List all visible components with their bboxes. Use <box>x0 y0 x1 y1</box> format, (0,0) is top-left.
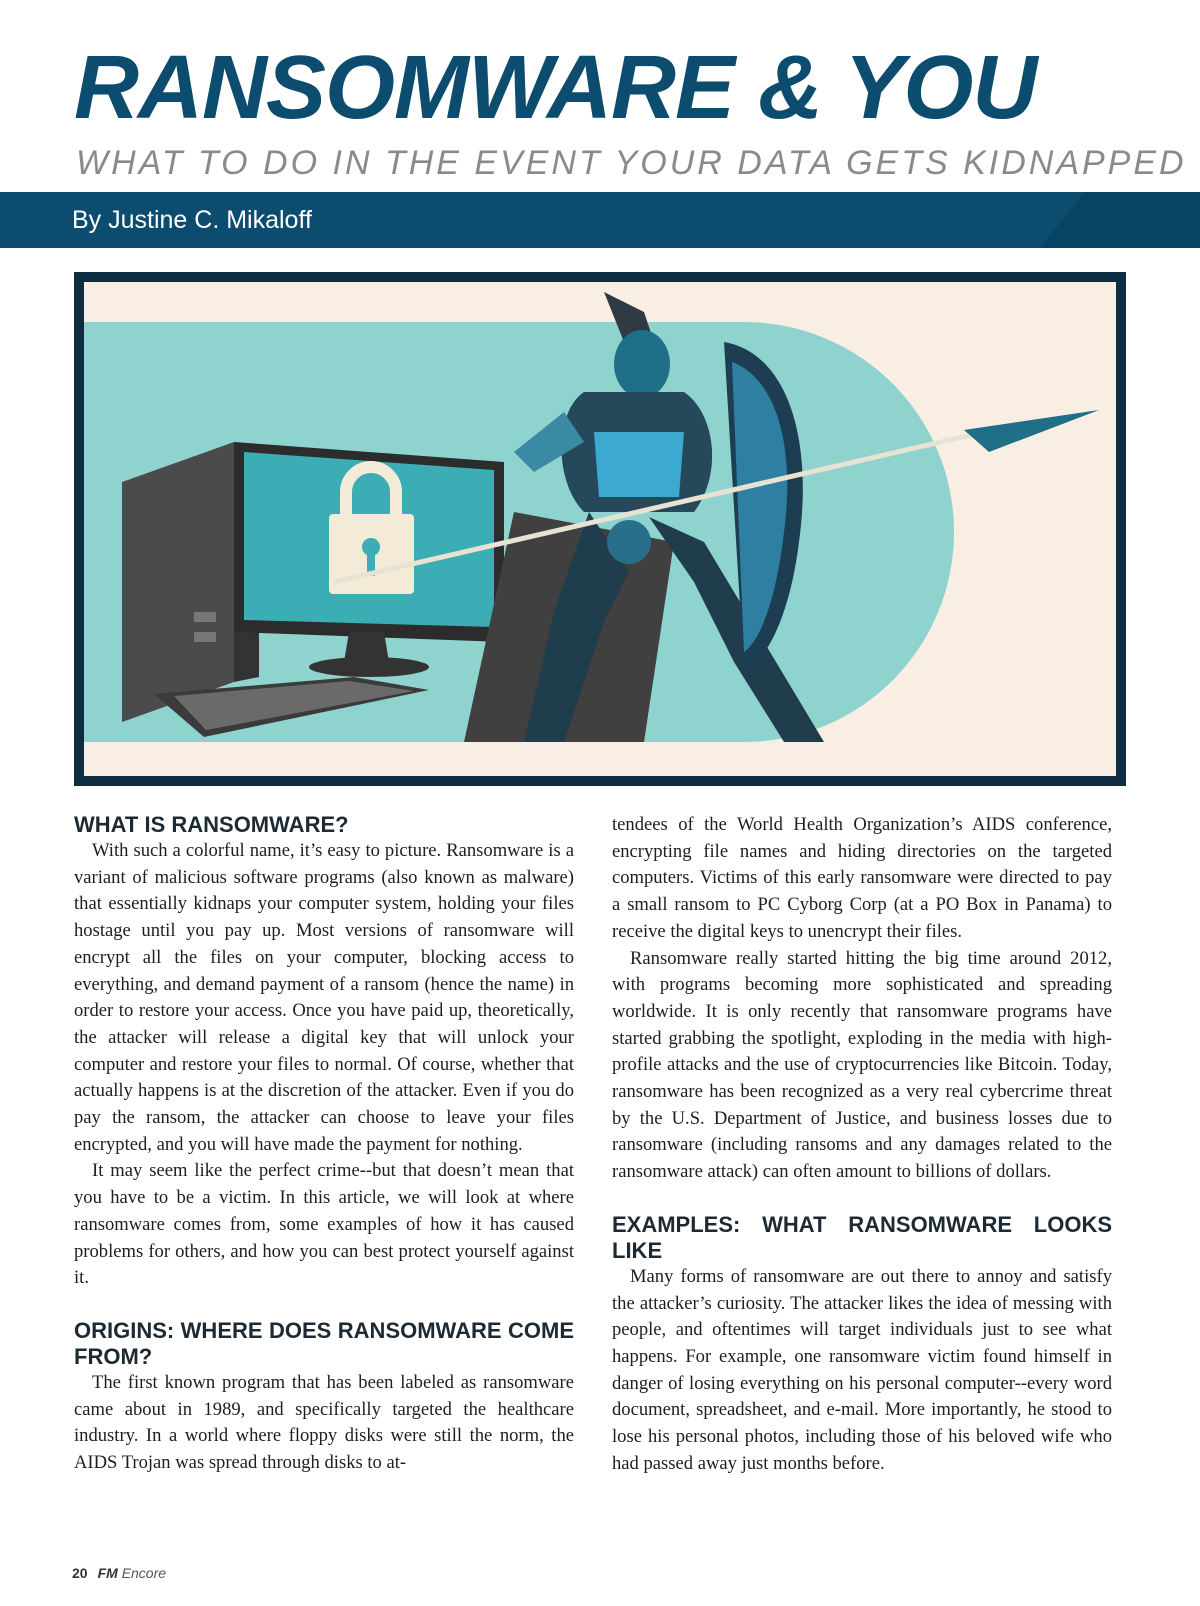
section-heading-what-is: WHAT IS RANSOMWARE? <box>74 812 349 837</box>
paragraph-continued: tendees of the World Health Organization’s AIDS conference, encrypting file names and hiding directories on the targeted computers. Victims of this early ransomware were directed to pay a small ransom to PC Cyborg Corp (at a PO Box in Panama) to receive the digital keys to unencrypt their files. <box>612 814 1112 942</box>
magazine-name: Encore <box>121 1565 167 1581</box>
section-heading-origins: ORIGINS: WHERE DOES RANSOMWARE COME FROM? <box>74 1317 574 1369</box>
article-column-left <box>74 812 574 1477</box>
paragraph: Many forms of ransomware are out there to annoy and satisfy the attacker’s curiosity. The attacker likes the idea of messing with people, and oftentimes will target individuals just to see what happens. For example, one ransomware victim found himself in danger of losing everything on his personal computer--every word document, spreadsheet, and e-mail. More importantly, he stood to lose his personal photos, including those of his beloved wife who had passed away just months before. <box>612 1265 1112 1474</box>
hero-illustration <box>74 272 1126 786</box>
page-footer <box>72 1565 166 1581</box>
article-title: RANSOMWARE & YOU <box>74 38 1037 138</box>
paragraph: With such a colorful name, it’s easy to picture. Ransomware is a variant of malicious software programs (also known as malware) that essentially kidnaps your computer system, holding your files hostage until you pay up. Most versions of ransomware will encrypt all the files on your computer, blocking access to everything, and demand payment of a ransom (hence the name) in order to restore your access. Once you have paid up, theoretically, the attacker will release a digital key that will unlock your computer and restore your files to normal. Of course, whether that actually happens is at the discretion of the attacker. Even if you do pay the ransom, the attacker can choose to leave your files encrypted, and you will have made the payment for nothing. <box>74 840 574 1155</box>
paragraph: The first known program that has been labeled as ransomware came about in 1989, and specifically targeted the healthcare industry. In a world where floppy disks were still the norm, the AIDS Trojan was spread through disks to at- <box>74 1371 574 1474</box>
byline: By Justine C. Mikaloff <box>72 206 312 234</box>
page-number: 20 <box>72 1565 88 1581</box>
magazine-fm: FM <box>97 1565 118 1581</box>
paragraph: It may seem like the perfect crime--but that doesn’t mean that you have to be a victim. In this article, we will look at where ransomware comes from, some examples of how it has caused problems for others, and how you can best protect yourself against it. <box>74 1160 574 1289</box>
section-heading-examples: EXAMPLES: WHAT RANSOMWARE LOOKS LIKE <box>612 1211 1112 1263</box>
article-subtitle: WHAT TO DO IN THE EVENT YOUR DATA GETS KIDNAPPED <box>76 144 1187 182</box>
article-column-right <box>612 812 1112 1477</box>
paragraph: Ransomware really started hitting the big time around 2012, with programs becoming more sophisticated and spreading worldwide. It is only recently that ransomware programs have started grabbing the spotlight, exploding in the media with high-profile attacks and the use of cryptocurrencies like Bitcoin. Today, ransomware has been recognized as a very real cybercrime threat by the U.S. Department of Justice, and business losses due to ransomware (including ransoms and any damages related to the ransomware attack) can often amount to billions of dollars. <box>612 947 1112 1183</box>
